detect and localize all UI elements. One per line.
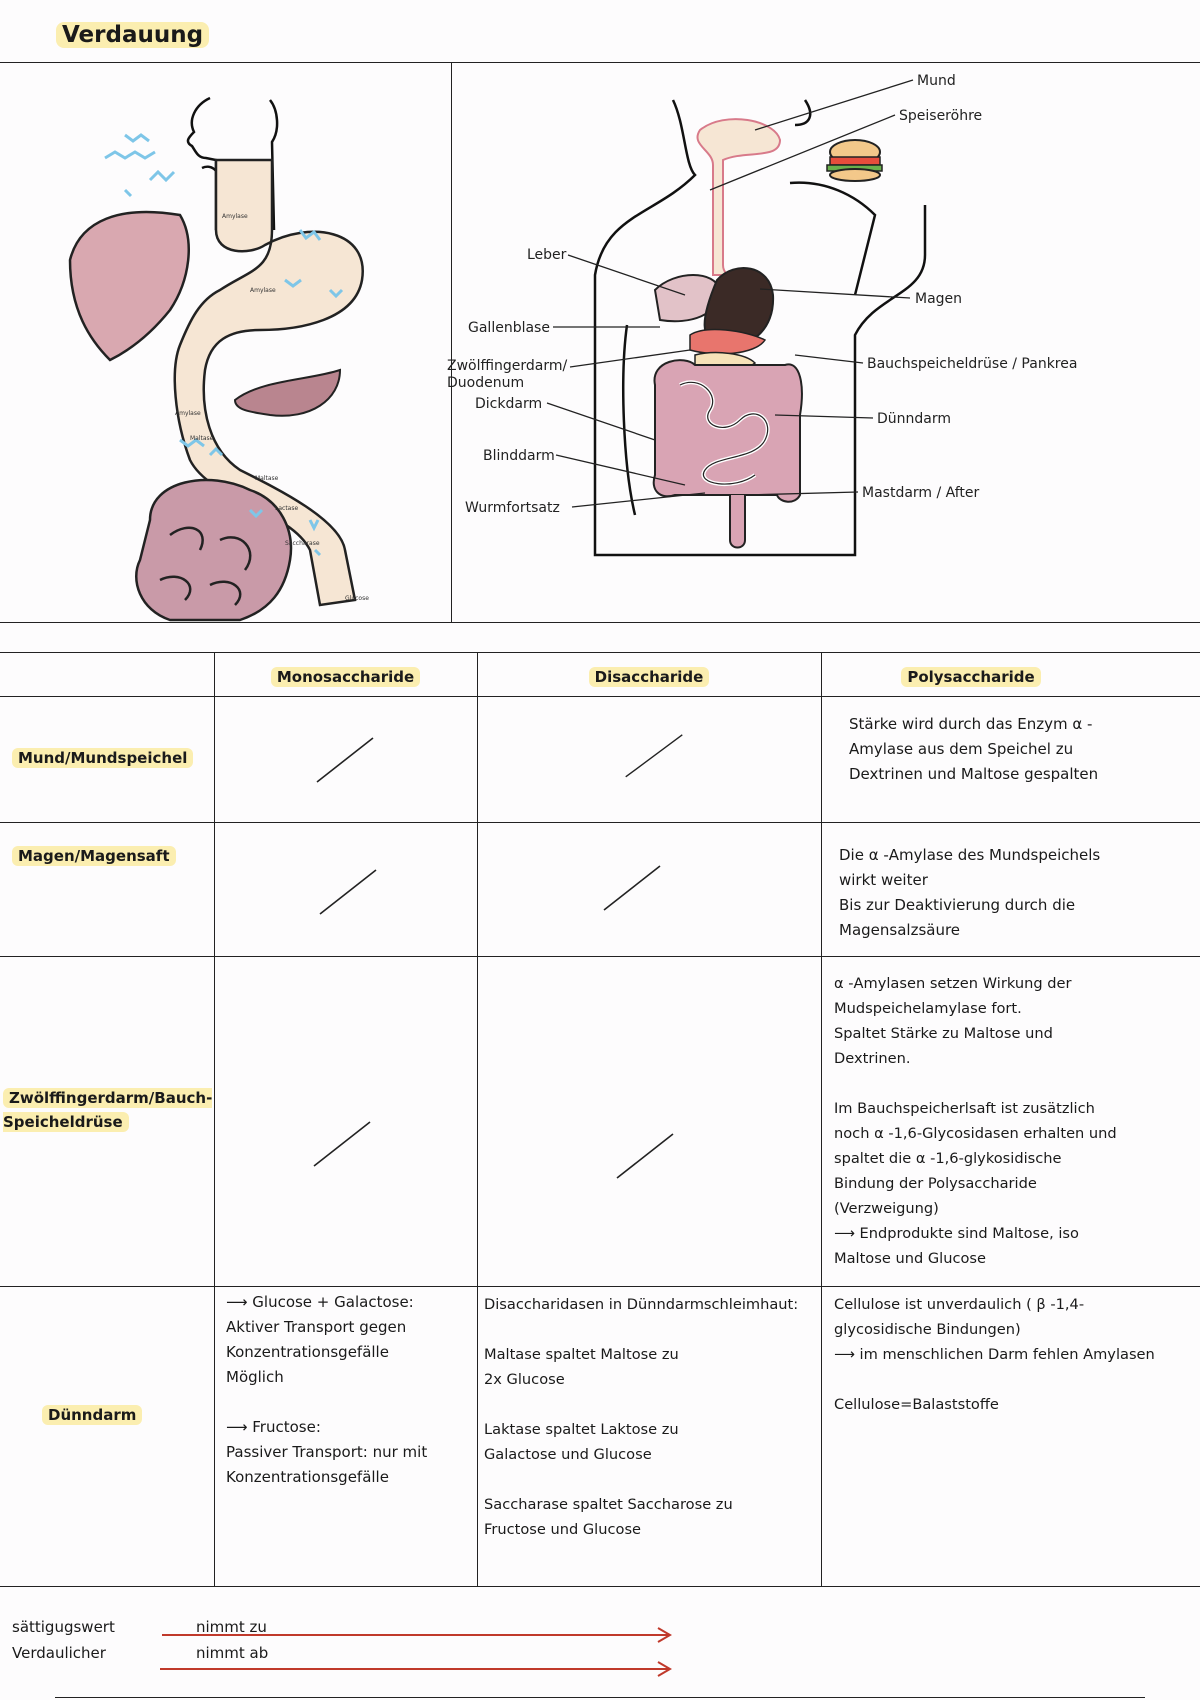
pancreas-shape <box>235 370 340 416</box>
label-duodenum: Duodenum <box>447 375 525 391</box>
enzyme-label: Amylase <box>222 213 248 220</box>
cell-duenndarm-di: Disaccharidasen in Dünndarmschleimhaut: Maltase spaltet Maltose zu 2x Glucose Laktase spaltet Laktose zu Galactose und Glucose Saccharase spaltet Saccharose zu Fructose und Glucose <box>484 1296 799 1538</box>
row-header-magen: Magen/Magensaft <box>12 844 176 868</box>
enzyme-label: Maltase <box>190 435 214 442</box>
column-header-poly: Polysaccharide <box>821 668 1121 686</box>
label-blinddarm: Blinddarm <box>483 448 555 464</box>
empty-cell-slash <box>615 1130 675 1180</box>
enzyme-label: Amylase <box>175 410 201 417</box>
footer-label-verdaulichkeit: Verdaulicher <box>12 1644 106 1662</box>
intestines <box>654 360 802 547</box>
liver-shape <box>70 212 189 360</box>
column-header-mono: Monosaccharide <box>214 668 477 686</box>
label-mund: Mund <box>917 73 956 89</box>
cell-duenndarm-poly: Cellulose ist unverdaulich ( β -1,4- glycosidische Bindungen) ⟶ im menschlichen Darm fehlen Amylasen Cellulose=Balaststoffe <box>834 1296 1155 1413</box>
arrow-right-icon <box>162 1628 670 1642</box>
table-col-rule <box>477 652 478 1586</box>
column-header-di: Disaccharide <box>477 668 821 686</box>
enzyme-label: Saccharase <box>285 540 320 547</box>
label-leber: Leber <box>527 247 567 263</box>
table-rule <box>0 652 1200 653</box>
illustration-divider <box>451 62 452 622</box>
label-wurmfortsatz: Wurmfortsatz <box>465 500 560 516</box>
table-col-rule <box>214 652 215 1586</box>
anatomy-diagram <box>447 65 1195 625</box>
label-dickdarm: Dickdarm <box>475 396 543 412</box>
footer-label-saettigung: sättigugswert <box>12 1618 115 1636</box>
table-rule <box>0 1286 1200 1287</box>
table-rule <box>0 1586 1200 1587</box>
label-speiseroehre: Speiseröhre <box>899 108 983 124</box>
top-rule <box>0 62 1200 63</box>
table-rule <box>0 822 1200 823</box>
cell-zwoelffingerdarm-poly: α -Amylasen setzen Wirkung der Mudspeichelamylase fort. Spaltet Stärke zu Maltose und Dextrinen. Im Bauchspeicherlsaft ist zusätzlich noch α -1,6-Glycosidasen erhalten und spaltet die α -1,6-glykosidische Bindung der Polysaccharide (Verzweigung) ⟶ Endprodukte sind Maltose, iso Maltose und Glucose <box>834 975 1117 1267</box>
empty-cell-slash <box>602 862 662 912</box>
label-mastdarm: Mastdarm / After <box>862 485 980 501</box>
footer-value-ab: nimmt ab <box>196 1644 269 1662</box>
row-header-duenndarm: Dünndarm <box>42 1403 142 1427</box>
digestion-molecule-illustration <box>10 80 450 620</box>
table-col-rule <box>821 652 822 1586</box>
label-gallenblase: Gallenblase <box>468 320 550 336</box>
sandwich-icon <box>827 140 882 181</box>
cell-magen-poly: Die α -Amylase des Mundspeichels wirkt weiter Bis zur Deaktivierung durch die Magensalzsäure <box>839 846 1101 939</box>
table-rule <box>0 696 1200 697</box>
table-rule <box>0 956 1200 957</box>
enzyme-label: Glucose <box>345 595 369 602</box>
esophagus <box>697 119 780 278</box>
cell-mund-poly: Stärke wird durch das Enzym α - Amylase aus dem Speichel zu Dextrinen und Maltose gespalten <box>849 715 1099 783</box>
enzyme-label: Lactase <box>275 505 299 512</box>
small-intestine-coils <box>136 480 291 620</box>
empty-cell-slash <box>315 734 375 784</box>
trend-arrows <box>150 1620 690 1680</box>
empty-cell-slash <box>312 1118 372 1168</box>
label-zwoelffingerdarm: Zwölffingerdarm/ <box>447 358 568 374</box>
bottom-rule <box>55 1697 1145 1698</box>
footer-value-zu: nimmt zu <box>196 1618 267 1636</box>
label-duenndarm: Dünndarm <box>877 411 952 427</box>
enzyme-label: Maltase <box>255 475 279 482</box>
footer-labels <box>12 1614 115 1666</box>
arrow-right-icon <box>160 1662 670 1676</box>
empty-cell-slash <box>624 730 684 780</box>
cell-duenndarm-mono: ⟶ Glucose + Galactose: Aktiver Transport gegen Konzentrationsgefälle Möglich ⟶ Fructose: Passiver Transport: nur mit Konzentrationsgefälle <box>226 1293 428 1486</box>
page-title: Verdauung <box>56 22 209 48</box>
enzyme-label: Amylase <box>250 287 276 294</box>
label-magen: Magen <box>915 291 963 307</box>
row-header-mund: Mund/Mundspeichel <box>12 746 193 770</box>
empty-cell-slash <box>318 866 378 916</box>
label-bauchspeicheldruese: Bauchspeicheldrüse / Pankrea <box>867 356 1078 372</box>
row-header-zwoelffingerdarm: Zwölffingerdarm/Bauch- Speicheldrüse <box>3 1089 213 1131</box>
